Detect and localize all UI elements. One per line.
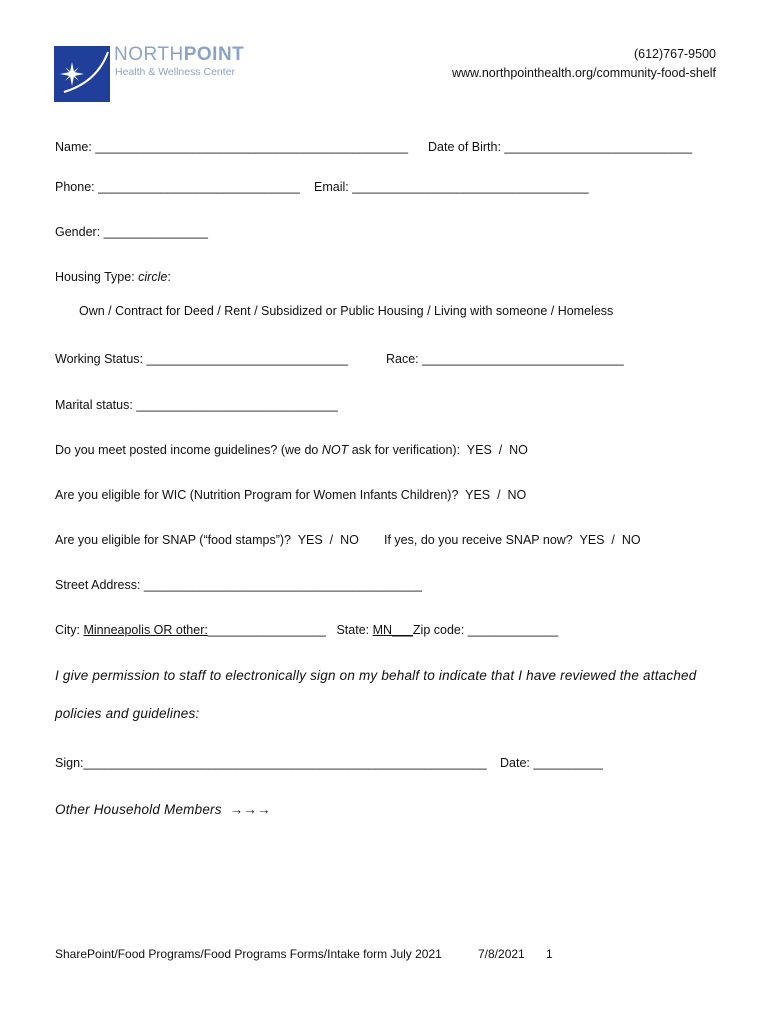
permission-text-line-2: policies and guidelines: <box>55 706 200 721</box>
name-field[interactable]: Name: _____________________________________________ <box>55 140 409 154</box>
phone-field[interactable]: Phone: _____________________________ <box>55 180 300 194</box>
logo-mark <box>54 46 110 102</box>
snap-question[interactable]: Are you eligible for SNAP (“food stamps”)? YES / NO <box>55 533 359 547</box>
star-logo-icon <box>54 46 110 102</box>
contact-website: www.northpointhealth.org/community-food-shelf <box>451 66 716 80</box>
city-state-zip-line[interactable]: City: Minneapolis OR other:_________________ State: MN___Zip code: _____________ <box>55 623 559 637</box>
logo-wordmark: NORTHPOINT <box>114 44 245 65</box>
wic-question[interactable]: Are you eligible for WIC (Nutrition Program for Women Infants Children)? YES / NO <box>55 488 527 502</box>
marital-status-field[interactable]: Marital status: _____________________________ <box>55 398 338 412</box>
other-household-members: Other Household Members →→→ <box>55 802 271 817</box>
email-field[interactable]: Email: __________________________________ <box>314 180 589 194</box>
housing-options[interactable]: Own / Contract for Deed / Rent / Subsidized or Public Housing / Living with someone / Homeless <box>79 304 614 318</box>
footer-path: SharePoint/Food Programs/Food Programs Forms/Intake form July 2021 <box>55 947 442 961</box>
footer-page-number: 1 <box>546 947 553 961</box>
snap-now-question[interactable]: If yes, do you receive SNAP now? YES / NO <box>384 533 641 547</box>
dob-field[interactable]: Date of Birth: ___________________________ <box>428 140 693 154</box>
housing-type-label: Housing Type: circle: <box>55 270 171 284</box>
street-address-field[interactable]: Street Address: ________________________________________ <box>55 578 423 592</box>
permission-text-line-1: I give permission to staff to electronically sign on my behalf to indicate that I have reviewed the attached <box>55 668 697 683</box>
race-field[interactable]: Race: _____________________________ <box>386 352 624 366</box>
footer-date: 7/8/2021 <box>478 947 525 961</box>
signature-field[interactable]: Sign:__________________________________________________________ <box>55 756 487 770</box>
income-question[interactable]: Do you meet posted income guidelines? (we do NOT ask for verification): YES / NO <box>55 443 528 457</box>
working-status-field[interactable]: Working Status: _____________________________ <box>55 352 349 366</box>
gender-field[interactable]: Gender: _______________ <box>55 225 208 239</box>
contact-phone: (612)767-9500 <box>633 47 716 61</box>
sign-date-field[interactable]: Date: __________ <box>500 756 603 770</box>
logo-tagline: Health & Wellness Center <box>115 66 236 78</box>
